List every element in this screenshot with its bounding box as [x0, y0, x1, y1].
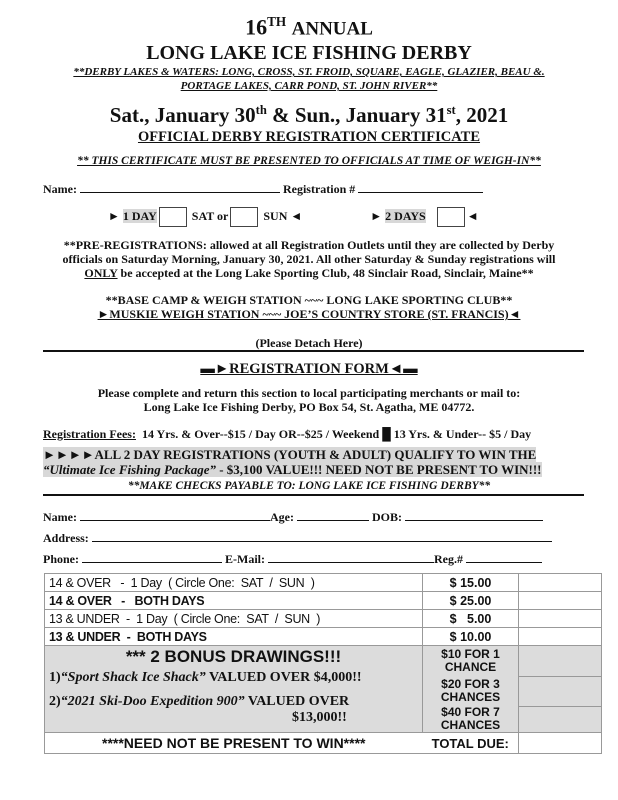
fee-entry-cell[interactable]: [519, 628, 602, 646]
edition-number: 16: [245, 14, 268, 40]
page-title: LONG LAKE ICE FISHING DERBY: [146, 42, 472, 64]
lakes-line-1: **DERBY LAKES & WATERS: LONG, CROSS, ST. FROID, SQUARE, EAGLE, GLAZIER, BEAU &.: [73, 66, 545, 78]
one-day-sat-checkbox[interactable]: [159, 207, 187, 227]
bonus-1-num: 1): [49, 670, 61, 685]
bonus-row: [45, 646, 602, 677]
prereg-line-3-text: be accepted at the Long Lake Sporting Club, 48 Sinclair Road, Sinclair, Maine**: [117, 266, 534, 280]
prereg-line-3: [0, 266, 618, 281]
table-row: [45, 628, 602, 646]
total-due-field[interactable]: [519, 733, 602, 754]
bonus-2-prize: “2021 Ski-Doo Expedition 900”: [60, 694, 245, 709]
annual-text: ANNUAL: [291, 18, 373, 40]
age-label: Age:: [269, 510, 294, 524]
fee-amount: $ 15.00: [423, 574, 519, 592]
chance-option: $40 FOR 7 CHANCES: [423, 706, 519, 733]
sun-checkbox[interactable]: [230, 207, 258, 227]
two-days-checkbox[interactable]: [437, 207, 465, 227]
bonus-2-amount: $13,000!!: [292, 710, 347, 725]
email-field[interactable]: [268, 552, 434, 563]
table-row: [45, 610, 602, 628]
promo-package-name: “Ultimate Ice Fishing Package”: [43, 462, 216, 477]
certificate-title: OFFICIAL DERBY REGISTRATION CERTIFICATE: [137, 129, 481, 145]
address-field[interactable]: [92, 531, 552, 542]
event-dates: [0, 103, 618, 128]
total-row: [45, 733, 602, 754]
chance-entry-cell[interactable]: [519, 706, 602, 733]
fee-entry-cell[interactable]: [519, 610, 602, 628]
chance-entry-cell[interactable]: [519, 646, 602, 677]
detach-label: (Please Detach Here): [255, 336, 363, 350]
certificate-name-row: [43, 182, 603, 197]
bonus-1-prize: “Sport Shack Ice Shack”: [60, 670, 206, 685]
fees-label: Registration Fees:: [43, 427, 136, 441]
reg-number-field[interactable]: [466, 552, 542, 563]
instructions-line-2: Long Lake Ice Fishing Derby, PO Box 54, St. Agatha, ME 04772.: [143, 400, 475, 414]
phone-label: Phone:: [43, 552, 79, 566]
fee-amount: $ 25.00: [423, 592, 519, 610]
date-sat-sup: th: [255, 103, 267, 117]
bonus-2-num: 2): [49, 694, 61, 709]
fee-label: 14 & OVER - 1 Day ( Circle One: SAT / SUN ): [45, 574, 423, 592]
date-year: , 2021: [455, 103, 509, 127]
fees-separator: █: [382, 427, 391, 441]
phone-row: [43, 552, 603, 567]
dob-label: DOB:: [371, 510, 402, 524]
sat-or-label: SAT or: [191, 208, 229, 223]
fee-label: 14 & OVER - BOTH DAYS: [45, 592, 423, 610]
chance-option: $20 FOR 3 CHANCES: [423, 676, 519, 706]
address-label: Address:: [43, 531, 89, 545]
fee-amount: $ 10.00: [423, 628, 519, 646]
lakes-line-2: PORTAGE LAKES, CARR POND, ST. JOHN RIVER**: [180, 80, 438, 92]
fee-entry-cell[interactable]: [519, 592, 602, 610]
table-row: [45, 592, 602, 610]
edition-heading: [0, 14, 618, 40]
bonus-title: *** 2 BONUS DRAWINGS!!!: [125, 647, 342, 666]
date-sat: Sat., January 30: [109, 103, 256, 127]
email-label: E-Mail:: [225, 552, 265, 566]
need-not-be-present: ****NEED NOT BE PRESENT TO WIN****: [45, 733, 423, 754]
bonus-description: [45, 646, 423, 733]
form-name-field[interactable]: [80, 510, 270, 521]
day-selection-row: [108, 207, 608, 227]
dob-field[interactable]: [405, 510, 543, 521]
only-text: ONLY: [84, 266, 118, 280]
address-row: [43, 531, 603, 546]
total-due-label: TOTAL DUE:: [423, 733, 519, 754]
base-camp-line: **BASE CAMP & WEIGH STATION ~~~ LONG LAKE SPORTING CLUB**: [105, 293, 513, 307]
edition-sup: TH: [267, 14, 287, 29]
form-name-label: Name:: [43, 510, 77, 524]
reg-number-label: Reg.#: [434, 552, 463, 566]
fee-entry-cell[interactable]: [519, 574, 602, 592]
age-field[interactable]: [297, 510, 369, 521]
date-sun-sup: st: [446, 103, 456, 117]
checks-payable: **MAKE CHECKS PAYABLE TO: LONG LAKE ICE FISHING DERBY**: [127, 480, 491, 492]
fees-youth: 13 Yrs. & Under-- $5 / Day: [393, 427, 532, 441]
fee-amount: $ 5.00: [423, 610, 519, 628]
promo-block: [43, 447, 558, 477]
promo-line-1: ►►►►ALL 2 DAY REGISTRATIONS (YOUTH & ADULT) QUALIFY TO WIN THE: [43, 447, 537, 462]
table-row: [45, 574, 602, 592]
arrow-left-icon: ◄: [466, 208, 479, 223]
fees-line: [43, 427, 618, 442]
promo-line-2: - $3,100 VALUE!!! NEED NOT BE PRESENT TO WIN!!!: [215, 462, 542, 477]
prereg-line-1: **PRE-REGISTRATIONS: allowed at all Registration Outlets until they are collected by Derby: [63, 238, 555, 252]
two-days-label: 2 DAYS: [385, 208, 426, 223]
form-title: ▬►REGISTRATION FORM◄▬: [200, 361, 418, 377]
form-divider: [43, 494, 584, 496]
registration-number-field[interactable]: [358, 182, 483, 193]
fee-label: 13 & UNDER - 1 Day ( Circle One: SAT / SUN ): [45, 610, 423, 628]
muskie-line: ►MUSKIE WEIGH STATION ~~~ JOE’S COUNTRY STORE (ST. FRANCIS)◄: [97, 307, 521, 321]
one-day-label: 1 DAY: [122, 208, 157, 223]
registration-number-label: Registration #: [282, 182, 356, 196]
date-sun: & Sun., January 31: [266, 103, 447, 127]
chance-option: $10 FOR 1 CHANCE: [423, 646, 519, 677]
fee-label: 13 & UNDER - BOTH DAYS: [45, 628, 423, 646]
instructions-line-1: Please complete and return this section to local participating merchants or mail to:: [97, 386, 521, 400]
name-field[interactable]: [80, 182, 280, 193]
form-name-row: [43, 510, 603, 525]
arrow-right-icon: ►: [370, 208, 383, 223]
sun-label: SUN: [263, 208, 288, 223]
arrow-left-icon: ◄: [290, 208, 303, 223]
bonus-1-value: VALUED OVER $4,000!!: [205, 670, 362, 685]
bonus-2-value: VALUED OVER: [244, 694, 350, 709]
phone-field[interactable]: [82, 552, 222, 563]
arrow-right-icon: ►: [108, 208, 120, 223]
name-label: Name:: [43, 182, 77, 196]
fee-table: [44, 573, 602, 754]
prereg-line-2: officials on Saturday Morning, January 30, 2021. All other Saturday & Sunday registrations will: [62, 252, 556, 266]
fees-adult: 14 Yrs. & Over--$15 / Day OR--$25 / Weekend: [141, 427, 380, 441]
certificate-notice: ** THIS CERTIFICATE MUST BE PRESENTED TO OFFICIALS AT TIME OF WEIGH-IN**: [77, 155, 541, 167]
chance-entry-cell[interactable]: [519, 676, 602, 706]
detach-line: [43, 350, 584, 352]
